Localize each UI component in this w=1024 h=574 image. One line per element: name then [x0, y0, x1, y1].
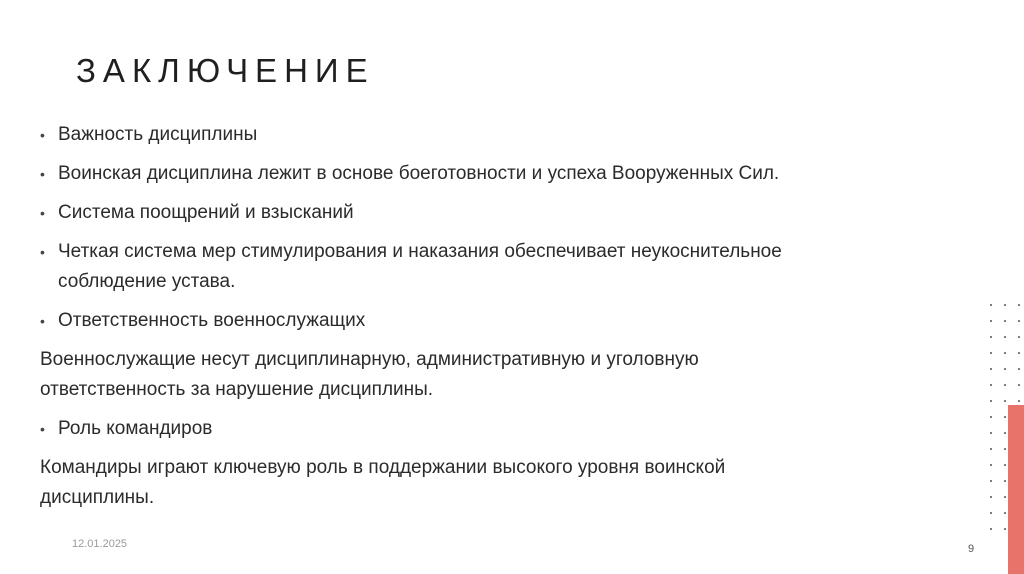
bullet-icon: •	[40, 205, 45, 221]
grid-dot	[990, 352, 992, 354]
grid-dot	[990, 448, 992, 450]
grid-dot	[990, 464, 992, 466]
bullet-text: Роль командиров	[58, 418, 213, 439]
bullet-item	[40, 120, 940, 150]
bullet-text: Система поощрений и взысканий	[58, 202, 354, 223]
grid-dot	[1018, 336, 1020, 338]
bullet-icon: •	[40, 127, 45, 143]
bullet-text: Воинская дисциплина лежит в основе боеготовности и успеха Вооруженных Сил.	[58, 163, 780, 184]
bullet-item	[40, 198, 940, 228]
grid-dot	[990, 512, 992, 514]
bullet-icon: •	[40, 166, 45, 182]
grid-dot	[1004, 416, 1006, 418]
grid-dot	[990, 320, 992, 322]
paragraph: Военнослужащие несут дисциплинарную, административную и уголовную ответственность за нарушение дисциплины.	[40, 349, 699, 400]
grid-dot	[990, 496, 992, 498]
grid-dot	[1004, 512, 1006, 514]
bullet-icon: •	[40, 421, 45, 437]
grid-dot	[1018, 304, 1020, 306]
grid-dot	[990, 384, 992, 386]
grid-dot	[1004, 528, 1006, 530]
bullet-item	[40, 159, 940, 189]
slide-title: ЗАКЛЮЧЕНИЕ	[76, 52, 375, 89]
bullet-text: Ответственность военнослужащих	[58, 310, 366, 331]
grid-dot	[990, 336, 992, 338]
grid-dot	[990, 480, 992, 482]
grid-dot	[1018, 352, 1020, 354]
grid-dot	[990, 416, 992, 418]
bullet-icon: •	[40, 313, 45, 329]
bullet-text: Четкая система мер стимулирования и наказания обеспечивает неукоснительное соблюдение устава.	[58, 241, 782, 292]
grid-dot	[1018, 320, 1020, 322]
grid-dot	[1018, 384, 1020, 386]
grid-dot	[1018, 400, 1020, 402]
grid-dot	[1004, 400, 1006, 402]
grid-dot	[990, 304, 992, 306]
grid-dot	[990, 432, 992, 434]
page-number: 9	[968, 543, 975, 555]
grid-dot	[990, 528, 992, 530]
grid-dot	[1004, 352, 1006, 354]
grid-dot	[990, 368, 992, 370]
bullet-text: Важность дисциплины	[58, 124, 258, 145]
footer-date: 12.01.2025	[72, 538, 128, 550]
grid-dot	[1004, 496, 1006, 498]
accent-bar	[1008, 405, 1024, 574]
grid-dot	[1004, 464, 1006, 466]
bullet-item	[40, 306, 940, 336]
grid-dot	[1004, 304, 1006, 306]
grid-dot	[1004, 336, 1006, 338]
bullet-item	[40, 237, 888, 297]
grid-dot	[990, 400, 992, 402]
bullet-icon: •	[40, 244, 45, 260]
grid-dot	[1004, 480, 1006, 482]
grid-dot	[1018, 368, 1020, 370]
bullet-item	[40, 414, 940, 444]
content-list	[40, 120, 940, 522]
grid-dot	[1004, 320, 1006, 322]
grid-dot	[1004, 448, 1006, 450]
grid-dot	[1004, 384, 1006, 386]
grid-dot	[1004, 432, 1006, 434]
paragraph: Командиры играют ключевую роль в поддержании высокого уровня воинской дисциплины.	[40, 457, 726, 508]
grid-dot	[1004, 368, 1006, 370]
